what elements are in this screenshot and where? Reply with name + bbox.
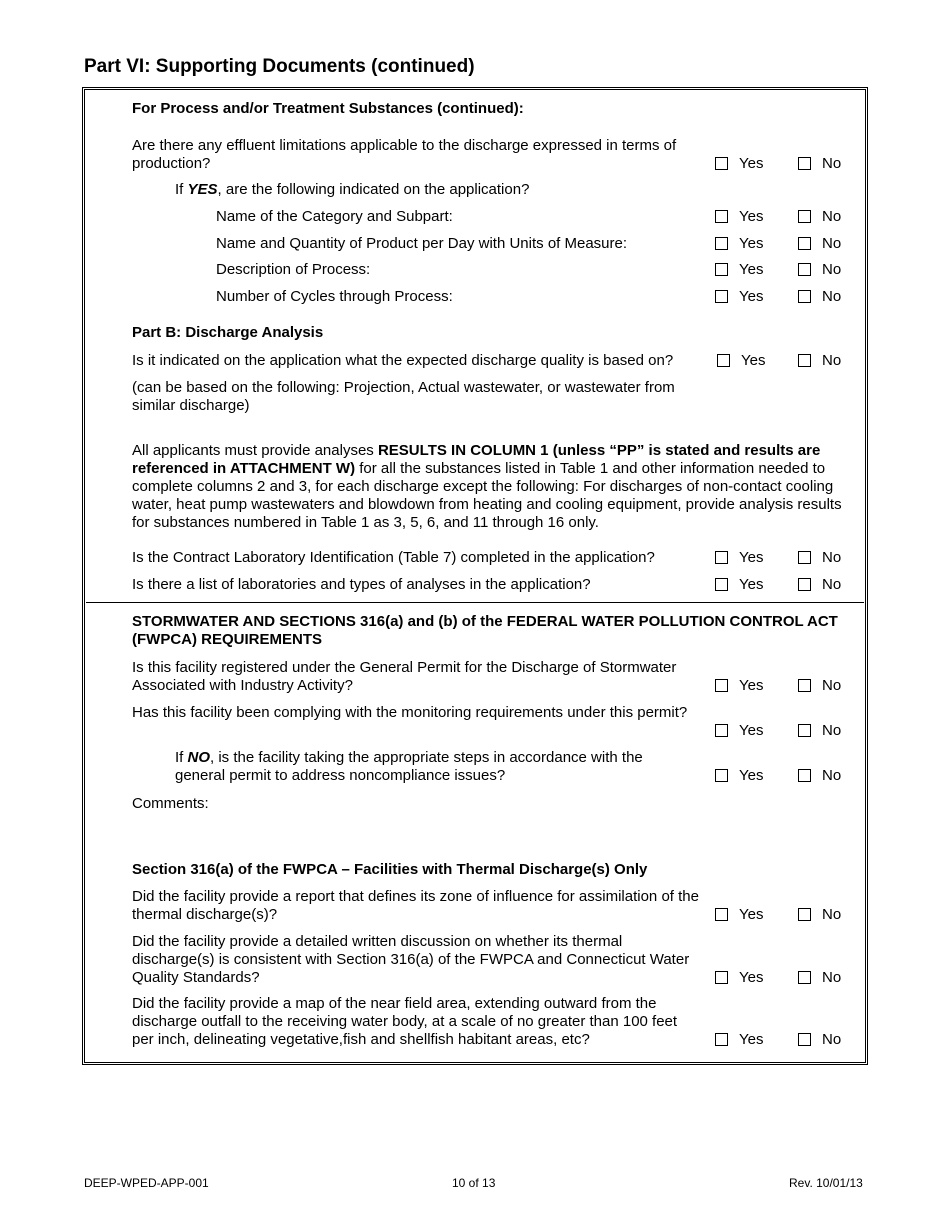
no-label: No	[822, 208, 842, 225]
no-label: No	[822, 969, 842, 986]
yes-checkbox[interactable]	[715, 210, 728, 223]
yes-label: Yes	[739, 235, 764, 252]
no-checkbox[interactable]	[798, 263, 811, 276]
question-monitoring-compliance: Has this facility been complying with the monitoring requirements under this permit?	[132, 704, 688, 721]
no-checkbox[interactable]	[798, 157, 811, 170]
yes-label: Yes	[739, 767, 764, 784]
yes-label: Yes	[739, 576, 764, 593]
page-title: Part VI: Supporting Documents (continued)	[84, 56, 475, 77]
question-stormwater-registered: Is this facility registered under the General Permit for the Discharge of Stormwater Associated with Industry Activity?	[132, 659, 677, 694]
no-checkbox[interactable]	[798, 679, 811, 692]
no-checkbox[interactable]	[798, 290, 811, 303]
if-no-instruction: If NO, is the facility taking the appropriate steps in accordance with the general permit to address noncompliance issues?	[175, 749, 643, 784]
yes-label: Yes	[739, 722, 764, 739]
no-label: No	[822, 767, 842, 784]
footer-revision: Rev. 10/01/13	[789, 1176, 863, 1190]
no-label: No	[822, 155, 842, 172]
no-checkbox[interactable]	[798, 354, 811, 367]
yes-label: Yes	[739, 261, 764, 278]
yes-checkbox[interactable]	[715, 237, 728, 250]
no-label: No	[822, 906, 842, 923]
no-label: No	[822, 549, 842, 566]
yes-checkbox[interactable]	[715, 290, 728, 303]
process-substances-heading: For Process and/or Treatment Substances (continued):	[132, 100, 524, 117]
yes-checkbox[interactable]	[715, 769, 728, 782]
question-written-discussion: Did the facility provide a detailed written discussion on whether its thermal discharge(s) is consistent with Section 316(a) of the FWPCA and Connecticut Water Quality Standards?	[132, 933, 690, 986]
question-effluent-limitations: Are there any effluent limitations applicable to the discharge expressed in terms of production?	[132, 137, 677, 172]
no-checkbox[interactable]	[798, 724, 811, 737]
analysis-instructions: All applicants must provide analyses RESULTS IN COLUMN 1 (unless “PP” is stated and results are referenced in ATTACHMENT W) for all the substances listed in Table 1 and other information needed to complete columns 2 and 3, for each discharge except the following: For discharges of non-contact cooling water, heat pump wastewaters and blowdown from heating and cooling equipment, provide analysis results for substances numbered in Table 1 as 3, 5, 6, and 11 through 16 only.	[132, 442, 842, 531]
no-checkbox[interactable]	[798, 551, 811, 564]
yes-checkbox[interactable]	[715, 971, 728, 984]
question-discharge-quality: Is it indicated on the application what the expected discharge quality is based on?	[132, 352, 674, 369]
question-lab-list: Is there a list of laboratories and types of analyses in the application?	[132, 576, 591, 593]
no-checkbox[interactable]	[798, 971, 811, 984]
item-product-quantity: Name and Quantity of Product per Day with Units of Measure:	[216, 235, 628, 252]
question-zone-of-influence: Did the facility provide a report that defines its zone of influence for assimilation of the thermal discharge(s)?	[132, 888, 699, 923]
yes-label: Yes	[739, 1031, 764, 1048]
yes-checkbox[interactable]	[715, 679, 728, 692]
no-label: No	[822, 235, 842, 252]
no-checkbox[interactable]	[798, 1033, 811, 1046]
yes-label: Yes	[739, 208, 764, 225]
footer-page-number: 10 of 13	[452, 1176, 496, 1190]
discharge-quality-note: (can be based on the following: Projection, Actual wastewater, or wastewater from similar discharge)	[132, 379, 675, 414]
yes-checkbox[interactable]	[715, 1033, 728, 1046]
no-label: No	[822, 261, 842, 278]
if-yes-instruction: If YES, are the following indicated on the application?	[175, 181, 530, 198]
no-checkbox[interactable]	[798, 237, 811, 250]
no-checkbox[interactable]	[798, 578, 811, 591]
yes-label: Yes	[739, 288, 764, 305]
no-checkbox[interactable]	[798, 769, 811, 782]
yes-label: Yes	[739, 969, 764, 986]
no-checkbox[interactable]	[798, 210, 811, 223]
yes-checkbox[interactable]	[715, 551, 728, 564]
yes-checkbox[interactable]	[715, 908, 728, 921]
question-lab-identification: Is the Contract Laboratory Identification (Table 7) completed in the application?	[132, 549, 655, 566]
yes-checkbox[interactable]	[715, 263, 728, 276]
no-label: No	[822, 576, 842, 593]
stormwater-heading: STORMWATER AND SECTIONS 316(a) and (b) of the FEDERAL WATER POLLUTION CONTROL ACT (FWPCA) REQUIREMENTS	[132, 613, 838, 648]
yes-label: Yes	[739, 549, 764, 566]
item-process-description: Description of Process:	[216, 261, 371, 278]
item-process-cycles: Number of Cycles through Process:	[216, 288, 453, 305]
no-label: No	[822, 677, 842, 694]
yes-label: Yes	[739, 677, 764, 694]
yes-label: Yes	[739, 155, 764, 172]
no-label: No	[822, 352, 842, 369]
yes-checkbox[interactable]	[717, 354, 730, 367]
no-label: No	[822, 722, 842, 739]
section-divider	[86, 602, 864, 603]
yes-label: Yes	[739, 906, 764, 923]
yes-checkbox[interactable]	[715, 578, 728, 591]
yes-label: Yes	[741, 352, 766, 369]
yes-checkbox[interactable]	[715, 157, 728, 170]
no-label: No	[822, 288, 842, 305]
item-category-subpart: Name of the Category and Subpart:	[216, 208, 453, 225]
footer-form-id: DEEP-WPED-APP-001	[84, 1176, 209, 1190]
discharge-analysis-heading: Part B: Discharge Analysis	[132, 324, 324, 341]
no-checkbox[interactable]	[798, 908, 811, 921]
no-label: No	[822, 1031, 842, 1048]
section-316a-heading: Section 316(a) of the FWPCA – Facilities with Thermal Discharge(s) Only	[132, 861, 648, 878]
comments-label: Comments:	[132, 795, 209, 812]
yes-checkbox[interactable]	[715, 724, 728, 737]
question-near-field-map: Did the facility provide a map of the near field area, extending outward from the discharge outfall to the receiving water body, at a scale of no greater than 100 feet per inch, delineating vegetative,fish and shellfish habitant areas, etc?	[132, 995, 678, 1048]
